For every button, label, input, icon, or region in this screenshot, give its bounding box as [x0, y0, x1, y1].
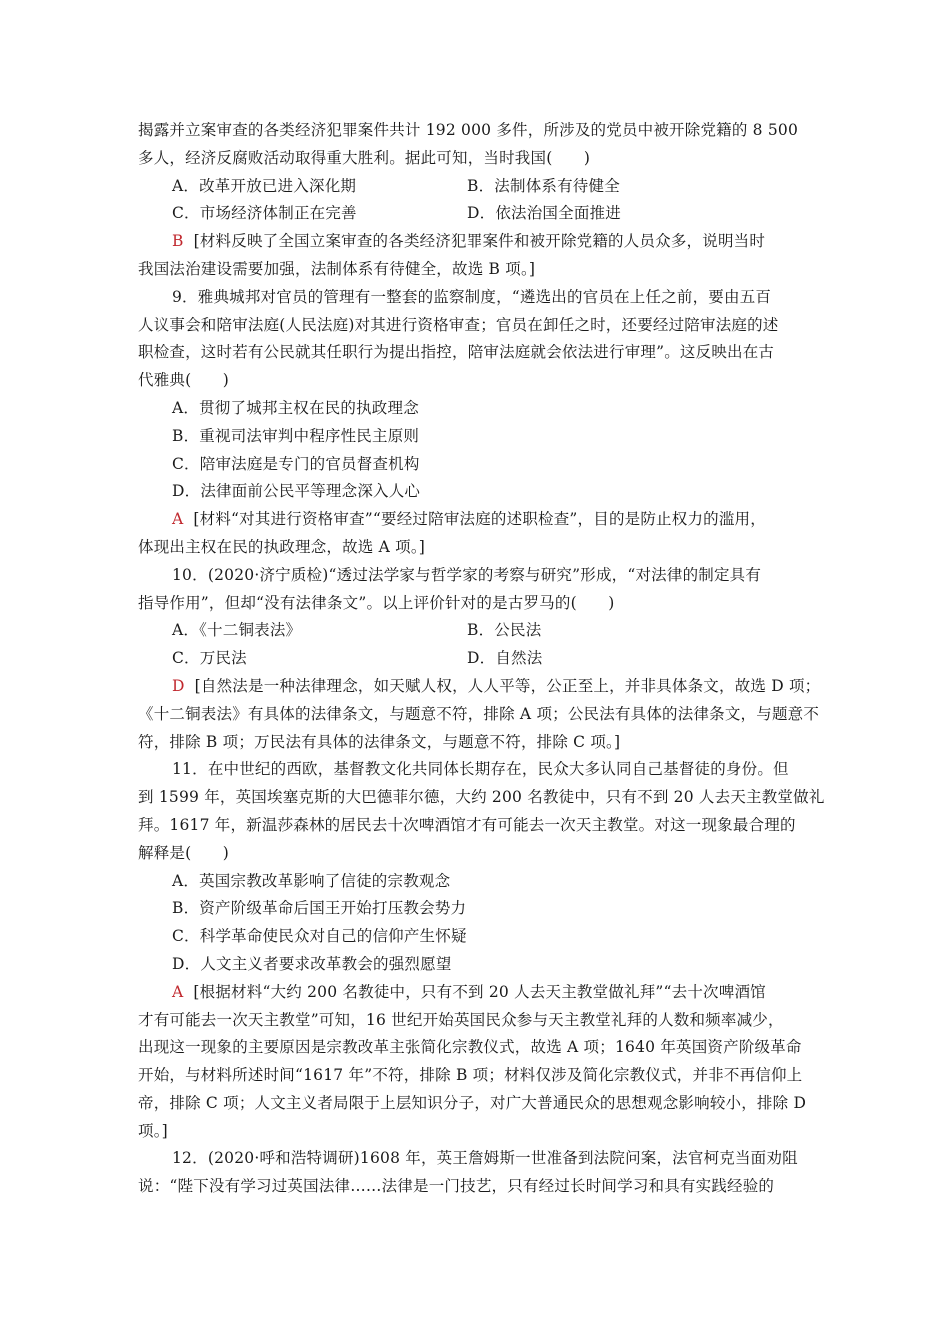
option-c: C．市场经济体制正在完善 — [172, 204, 357, 223]
option-c: C．万民法 — [172, 649, 247, 668]
explanation-line: 项。] — [138, 1121, 168, 1140]
explanation-text: [根据材料“大约 200 名教徒中，只有不到 20 人去天主教堂做礼拜”“去十次啤酒馆 — [193, 982, 766, 1001]
question-text-line: 说：“陛下没有学习过英国法律……法律是一门技艺，只有经过长时间学习和具有实践经验的 — [138, 1177, 775, 1196]
question-text-line: 职检查，这时若有公民就其任职行为提出指控，陪审法庭就会依法进行审理”。这反映出在古 — [138, 343, 775, 362]
question-text-line: 人议事会和陪审法庭(人民法庭)对其进行资格审查；官员在卸任之时，还要经过陪审法庭的述 — [138, 315, 779, 334]
question-text-line: 12．(2020·呼和浩特调研)1608 年，英王詹姆斯一世准备到法院问案，法官柯克当面劝阻 — [172, 1149, 798, 1168]
question-text-line: 多人，经济反腐败活动取得重大胜利。据此可知，当时我国( ) — [138, 148, 591, 167]
option-c: C．陪审法庭是专门的官员督查机构 — [172, 454, 420, 473]
question-10 — [138, 562, 821, 757]
question-text-line: 到 1599 年，英国埃塞克斯的大巴德菲尔德，大约 200 名教徒中，只有不到 20 人去天主教堂做礼 — [138, 788, 825, 807]
explanation-line: 《十二铜表法》有具体的法律条文，与题意不符，排除 A 项；公民法有具体的法律条文，与题意不 — [138, 704, 820, 723]
question-text-line: 解释是( ) — [138, 843, 229, 862]
option-b: B．资产阶级革命后国王开始打压教会势力 — [172, 899, 467, 918]
option-a: A．英国宗教改革影响了信徒的宗教观念 — [172, 871, 451, 890]
answer-explanation — [138, 506, 818, 534]
explanation-text: [自然法是一种法律理念，如天赋人权，人人平等，公正至上，并非具体条文，故选 D 项； — [194, 676, 821, 695]
question-text-line: 揭露并立案审查的各类经济犯罪案件共计 192 000 多件，所涉及的党员中被开除党籍的 8 500 — [138, 121, 799, 139]
question-text-line: 指导作用”，但却“没有法律条文”。以上评价针对的是古罗马的( ) — [138, 593, 615, 612]
option-d: D．法律面前公民平等理念深入人心 — [172, 482, 421, 501]
option-a: A．改革开放已进入深化期 — [172, 176, 357, 195]
question-text-line: 10．(2020·济宁质检)“透过法学家与哲学家的考察与研究”形成，“对法律的制定具有 — [172, 565, 762, 584]
option-d: D．自然法 — [467, 649, 543, 668]
answer-letter: D — [172, 676, 185, 695]
question-8 — [138, 117, 818, 284]
option-row — [138, 617, 818, 645]
answer-explanation — [138, 673, 821, 701]
option-b: B．重视司法审判中程序性民主原则 — [172, 426, 420, 445]
answer-letter: A — [172, 510, 184, 529]
question-text-line: 拜。1617 年，新温莎森林的居民去十次啤酒馆才有可能去一次天主教堂。对这一现象最合理的 — [138, 815, 796, 834]
answer-explanation — [138, 228, 818, 256]
explanation-text: [材料反映了全国立案审查的各类经济犯罪案件和被开除党籍的人员众多，说明当时 — [193, 232, 766, 251]
question-9 — [138, 284, 818, 562]
explanation-text: [材料“对其进行资格审查”“要经过陪审法庭的述职检查”，目的是防止权力的滥用， — [193, 510, 766, 529]
explanation-line: 出现这一现象的主要原因是宗教改革主张简化宗教仪式，故选 A 项；1640 年英国资产阶级革命 — [138, 1038, 802, 1057]
option-c: C．科学革命使民众对自己的信仰产生怀疑 — [172, 927, 467, 946]
document-content — [138, 117, 825, 1201]
option-row — [138, 645, 818, 673]
question-text-line: 11．在中世纪的西欧，基督教文化共同体长期存在，民众大多认同自己基督徒的身份。但 — [172, 760, 789, 779]
explanation-line: 才有可能去一次天主教堂”可知，16 世纪开始英国民众参与天主教堂礼拜的人数和频率减少， — [138, 1010, 784, 1029]
explanation-line: 体现出主权在民的执政理念，故选 A 项。] — [138, 537, 426, 556]
explanation-line: 符，排除 B 项；万民法有具体的法律条文，与题意不符，排除 C 项。] — [138, 732, 621, 751]
option-b: B．法制体系有待健全 — [467, 176, 620, 195]
option-a: A．《十二铜表法》 — [172, 621, 302, 640]
answer-letter: B — [172, 232, 184, 251]
answer-letter: A — [172, 982, 184, 1001]
question-11 — [138, 756, 825, 1145]
explanation-line: 帝，排除 C 项；人文主义者局限于上层知识分子，对广大普通民众的思想观念影响较小，排除 D — [138, 1093, 807, 1112]
option-b: B．公民法 — [467, 621, 542, 640]
option-row — [138, 200, 818, 228]
option-row — [138, 173, 818, 201]
explanation-line: 我国法治建设需要加强，法制体系有待健全，故选 B 项。] — [138, 259, 536, 278]
question-text-line: 代雅典( ) — [138, 371, 229, 390]
answer-explanation — [138, 979, 818, 1007]
option-d: D．依法治国全面推进 — [467, 204, 621, 223]
option-d: D．人文主义者要求改革教会的强烈愿望 — [172, 954, 452, 973]
question-text-line: 9．雅典城邦对官员的管理有一整套的监察制度，“遴选出的官员在上任之前，要由五百 — [172, 287, 772, 306]
explanation-line: 开始，与材料所述时间“1617 年”不符，排除 B 项；材料仅涉及简化宗教仪式，并非不再信仰上 — [138, 1066, 803, 1085]
option-a: A．贯彻了城邦主权在民的执政理念 — [172, 398, 419, 417]
question-12 — [138, 1145, 818, 1201]
